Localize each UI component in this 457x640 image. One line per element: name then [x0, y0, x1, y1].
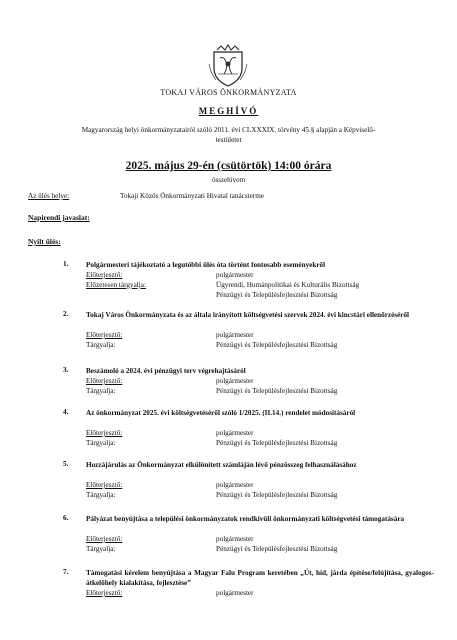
item-number: 2.	[63, 310, 69, 318]
item-number: 7.	[63, 568, 69, 576]
row-value: polgármester	[216, 271, 254, 279]
item-number: 3.	[63, 366, 69, 374]
item-number: 6.	[63, 514, 69, 522]
org-name: TOKAJ VÁROS ÖNKORMÁNYZATA	[160, 88, 297, 97]
row-value: polgármester	[216, 331, 254, 339]
row-label: Előzetesen tárgyalja:	[86, 281, 146, 289]
row-value: Ügyrendi, Humánpolitikai és Kulturális Bizottság	[216, 281, 360, 289]
row-value: polgármester	[216, 535, 254, 543]
convene-text: összehívom	[211, 176, 246, 184]
row-value: Pénzügyi és Településfejlesztési Bizottság	[216, 291, 338, 299]
row-value: polgármester	[216, 429, 254, 437]
row-label: Előterjesztő:	[86, 331, 123, 339]
agenda-heading: Napirendi javaslat:	[28, 213, 90, 222]
row-value: Pénzügyi és Településfejlesztési Bizottság	[216, 439, 338, 447]
row-value: polgármester	[216, 377, 254, 385]
row-label: Tárgyalja:	[86, 439, 116, 447]
item-title: Pályázat benyújtása a települési önkormányzatok rendkívüli önkormányzati költségvetési támogatására	[86, 515, 405, 523]
row-value: polgármester	[216, 589, 254, 597]
row-value: Pénzügyi és Településfejlesztési Bizottság	[216, 387, 338, 395]
row-value: polgármester	[216, 481, 254, 489]
row-label: Előterjesztő:	[86, 377, 123, 385]
item-title: Polgármesteri tájékoztató a legutóbbi ülés óta történt fontosabb eseményekről	[86, 261, 326, 269]
coat-of-arms-icon	[208, 44, 248, 88]
item-title: Az önkormányzat 2025. évi költségvetéséről szóló 1/2025. (II.14.) rendelet módosításáról	[86, 409, 356, 417]
row-label: Tárgyalja:	[86, 491, 116, 499]
item-number: 5.	[63, 460, 69, 468]
legal-basis-text: Magyarország helyi önkormányzatairól szóló 2011. évi CLXXXIX. törvény 45.§ alapján a Képviselő-testületet	[81, 126, 376, 144]
item-title: Beszámoló a 2024. évi pénzügyi terv végrehajtásáról	[86, 367, 246, 375]
row-value: Pénzügyi és Településfejlesztési Bizottság	[216, 491, 338, 499]
row-label: Előterjesztő:	[86, 589, 123, 597]
row-value: Pénzügyi és Településfejlesztési Bizottság	[216, 341, 338, 349]
row-label: Tárgyalja:	[86, 545, 116, 553]
page-title: MEGHÍVÓ	[198, 106, 259, 116]
row-label: Tárgyalja:	[86, 387, 116, 395]
place-value: Tokaji Közös Önkormányzati Hivatal tanácsterme	[120, 192, 264, 200]
row-label: Tárgyalja:	[86, 341, 116, 349]
item-title: Hozzájárulás az Önkormányzat elkülönített számláján lévő pénzösszeg felhasználásához	[86, 461, 357, 469]
row-label: Előterjesztő:	[86, 481, 123, 489]
row-value: Pénzügyi és Településfejlesztési Bizottság	[216, 545, 338, 553]
row-label: Előterjesztő:	[86, 271, 123, 279]
item-number: 1.	[63, 260, 69, 268]
row-label: Előterjesztő:	[86, 535, 123, 543]
meeting-date: 2025. május 29-én (csütörtök) 14:00 órára	[125, 160, 332, 172]
open-session-heading: Nyílt ülés:	[28, 237, 61, 246]
item-title: Támogatási kérelem benyújtása a Magyar Falu Program keretében „Út, híd, járda építése/felújítása, gyalogos-átkelőhely kialakítása, fejlesztése”	[86, 569, 434, 587]
item-number: 4.	[63, 408, 69, 416]
place-label: Az ülés helye:	[28, 192, 70, 200]
row-label: Előterjesztő:	[86, 429, 123, 437]
item-title: Tokaj Város Önkormányzata és az általa irányított költségvetési szervek 2024. évi kincstári ellenőrzéséről	[86, 311, 410, 319]
